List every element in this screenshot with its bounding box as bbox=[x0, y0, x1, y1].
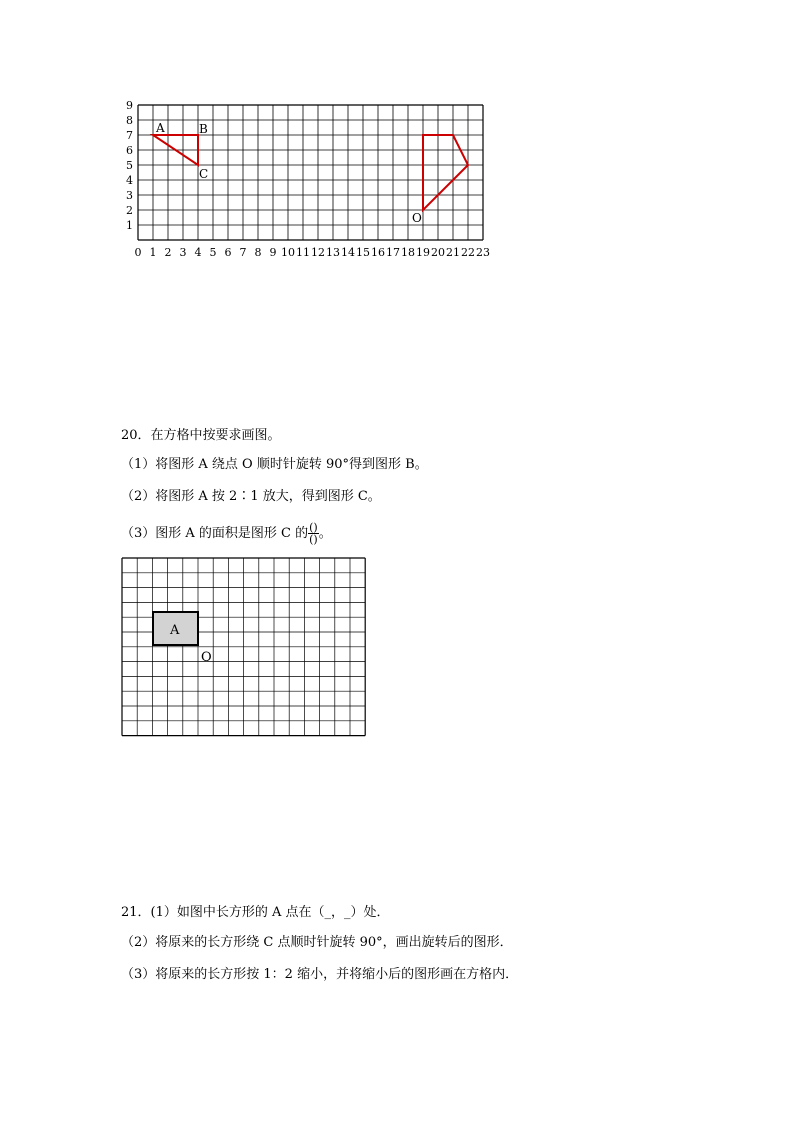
question-20-part-2: （2）将图形 A 按 2∶1 放大，得到图形 C。 bbox=[121, 489, 381, 504]
question-20-title: 20．在方格中按要求画图。 bbox=[121, 428, 281, 443]
y-tick-label: 3 bbox=[126, 189, 133, 202]
x-tick-label: 11 bbox=[296, 246, 310, 259]
point-a-label: A bbox=[156, 121, 165, 135]
y-tick-label: 1 bbox=[126, 219, 133, 232]
question-21-part-3: （3）将原来的长方形按 1：2 缩小，并将缩小后的图形画在方格内． bbox=[121, 967, 519, 982]
x-tick-label: 22 bbox=[461, 246, 475, 259]
x-tick-label: 0 bbox=[134, 246, 142, 259]
point-b-label: B bbox=[199, 122, 208, 136]
x-tick-label: 18 bbox=[401, 246, 415, 259]
x-tick-label: 2 bbox=[164, 246, 172, 259]
question-20-part-3-text: （3）图形 A 的面积是图形 C 的 bbox=[121, 526, 309, 541]
fraction-numerator[interactable]: () bbox=[309, 521, 318, 534]
x-tick-label: 13 bbox=[326, 246, 340, 259]
x-tick-label: 1 bbox=[149, 246, 157, 259]
y-tick-label: 5 bbox=[126, 159, 133, 172]
y-tick-label: 4 bbox=[126, 174, 133, 187]
x-tick-label: 7 bbox=[239, 246, 247, 259]
y-tick-label: 9 bbox=[126, 99, 133, 112]
fraction-denominator[interactable]: () bbox=[309, 533, 318, 546]
x-tick-label: 3 bbox=[179, 246, 187, 259]
x-tick-label: 19 bbox=[416, 246, 430, 259]
x-tick-label: 6 bbox=[224, 246, 232, 259]
x-tick-label: 21 bbox=[446, 246, 460, 259]
grid-lines bbox=[122, 558, 365, 736]
shape-a-label: A bbox=[170, 623, 180, 638]
question-21-part-2: （2）将原来的长方形绕 C 点顺时针旋转 90°，画出旋转后的图形． bbox=[121, 935, 513, 950]
y-tick-label: 7 bbox=[126, 129, 133, 142]
point-c-label: C bbox=[199, 167, 209, 181]
question-20-part-3-end: 。 bbox=[318, 526, 332, 541]
x-tick-label: 4 bbox=[194, 246, 202, 259]
x-tick-label: 23 bbox=[476, 246, 490, 259]
x-tick-label: 8 bbox=[254, 246, 262, 259]
x-tick-label: 14 bbox=[341, 246, 355, 259]
y-tick-label: 8 bbox=[126, 114, 133, 127]
question-21-part-1: 21．(1）如图中长方形的 A 点在（_，_）处． bbox=[121, 905, 390, 920]
question-20-part-1: （1）将图形 A 绕点 O 顺时针旋转 90°得到图形 B。 bbox=[121, 457, 428, 472]
y-tick-label: 2 bbox=[126, 204, 133, 217]
x-tick-label: 12 bbox=[311, 246, 325, 259]
x-tick-label: 9 bbox=[269, 246, 277, 259]
x-tick-label: 5 bbox=[209, 246, 217, 259]
x-tick-label: 15 bbox=[356, 246, 370, 259]
x-tick-label: 10 bbox=[281, 246, 295, 259]
x-tick-label: 20 bbox=[431, 246, 445, 259]
point-o-label: O bbox=[201, 650, 212, 665]
point-o-label: O bbox=[412, 211, 422, 225]
x-tick-label: 17 bbox=[386, 246, 400, 259]
y-tick-label: 6 bbox=[126, 144, 133, 157]
x-tick-label: 16 bbox=[371, 246, 385, 259]
